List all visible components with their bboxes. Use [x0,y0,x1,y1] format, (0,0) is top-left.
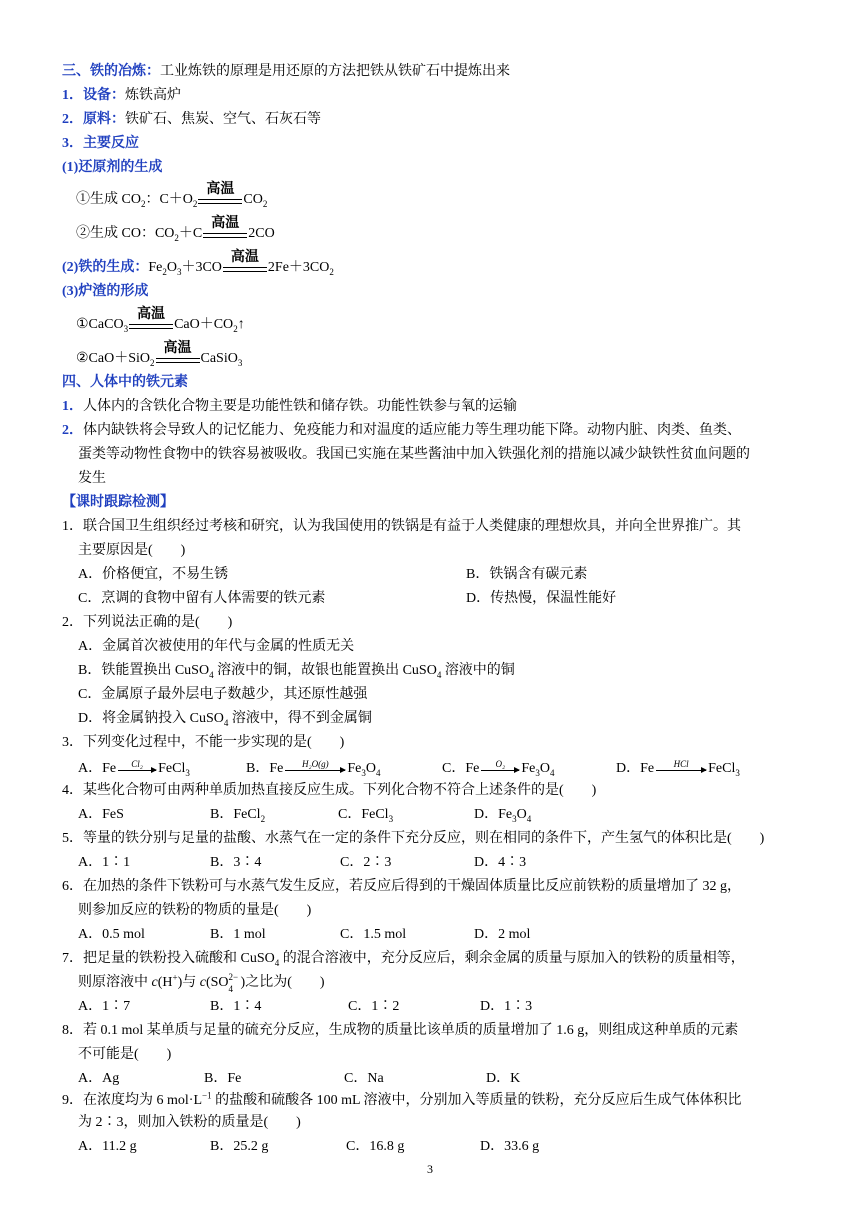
point-number: 1． [62,399,83,414]
q2-option-c[interactable]: C．金属原子最外层电子数越少，其还原性越强 [78,687,368,702]
superscript: + [172,972,178,983]
condition-high-temp [198,182,242,210]
q2-option-d[interactable] [78,709,372,729]
q4-option-c[interactable] [338,805,393,825]
eq-text: 2CO [248,226,275,242]
subscript: 2 [150,358,155,369]
q5-option-c[interactable]: C．2∶3 [340,855,392,870]
q5-option-b[interactable]: B．3∶4 [210,855,262,870]
raw-materials-label: 2．原料： [62,112,125,127]
q4-stem: 4．某些化合物可由两种单质加热直接反应生成。下列化合物不符合上述条件的是( ) [62,783,597,798]
q1-stem: 1．联合国卫生组织经过考核和研究，认为我国使用的铁锅是有益于人类健康的理想炊具，并向全世界推广。其 [62,519,741,534]
subscript: 2 [140,199,146,210]
subscript: 3 [123,324,129,335]
q1-option-c[interactable]: C．烹调的食物中留有人体需要的铁元素 [78,591,326,606]
option-text: 溶液中，得不到金属铜 [228,711,372,726]
section4-point2 [62,421,741,441]
subscript: 4 [274,957,280,968]
eq-text: ＋C [178,226,203,242]
iron-formation-label: (2)铁的生成： [62,260,149,276]
subscript: 2 [174,233,179,244]
equation-co2 [76,182,268,210]
stem-text: (H [157,975,173,990]
q7-stem [62,949,745,969]
section3-title: 三、铁的冶炼： [62,64,160,79]
equals-bar [198,199,242,204]
condition-high-temp [203,216,247,244]
q8-option-d[interactable]: D．K [486,1071,521,1086]
stem-text: 的混合溶液中，充分反应后，剩余金属的质量与原加入的铁粉的质量相等， [279,951,745,966]
q6-stem: 6．在加热的条件下铁粉可与水蒸气发生反应，若反应后得到的干燥固体质量比反应前铁粉的质量增加了 32 g， [62,879,741,894]
q9-option-b[interactable]: B．25.2 g [210,1139,269,1154]
subscript: 4 [223,717,229,728]
subscript: 4 [436,669,442,680]
arrow-shaft [118,770,156,771]
q3-option-c[interactable] [442,759,554,779]
subscript: 2 [260,813,266,824]
q1-option-d[interactable]: D．传热慢，保温性能好 [466,591,617,606]
q5-option-a[interactable]: A．1∶1 [78,855,131,870]
section3-intro: 工业炼铁的原理是用还原的方法把铁从铁矿石中提炼出来 [160,64,510,79]
section4-point2-line3: 发生 [78,471,106,486]
stem-text: 9．在浓度均为 6 mol·L [62,1093,202,1108]
q8-option-a[interactable]: A．Ag [78,1071,120,1086]
q7-option-b[interactable]: B．1∶4 [210,999,262,1014]
page-number: 3 [427,1162,433,1176]
stem-text: 7．把足量的铁粉投入硫酸和 CuSO [62,951,275,966]
equation-co [76,216,275,244]
section4-title: 四、人体中的铁元素 [62,375,188,390]
equipment-text: 炼铁高炉 [125,88,181,103]
equation-caco3 [76,307,245,335]
section4-point2-line2: 蛋类等动物性食物中的铁容易被吸收。我国已实施在某些酱油中加入铁强化剂的措施以减少缺铁性贫血问题的 [78,447,750,462]
option-text: 溶液中的铜，故银也能置换出 CuSO [213,663,437,678]
eq-text: Fe [148,260,163,276]
subscript: 2 [329,267,334,278]
option-text: Fe [347,761,362,776]
stem-text: 的盐酸和硫酸各 100 mL 溶液中，分别加入等质量的铁粉，充分反应后生成气体体积比 [211,1093,742,1108]
equation-casio3 [76,341,243,369]
superscript: −1 [202,1090,212,1101]
superscript: 2− [228,971,239,982]
option-text: C．FeCl [338,807,389,822]
q5-stem: 5．等量的铁分别与足量的盐酸、水蒸气在一定的条件下充分反应，则在相同的条件下，产生氢气的体积比是( ) [62,831,765,846]
q9-stem-line2: 为 2∶3，则加入铁粉的质量是( ) [78,1115,301,1130]
eq-text: ②CaO＋SiO [76,351,150,367]
option-text: O [539,761,550,776]
stem-text: (SO [205,975,229,990]
arrow-label: Cl₂ [131,759,143,770]
raw-materials-text: 铁矿石、焦炭、空气、石灰石等 [125,112,321,127]
q9-option-a[interactable]: A．11.2 g [78,1139,137,1154]
raw-materials-line [62,110,321,130]
condition-label: 高温 [163,341,192,356]
q3-option-b[interactable] [246,759,380,779]
equipment-line [62,86,181,106]
gas-arrow: ↑ [237,317,245,333]
ion-charge [228,971,241,994]
option-text: 溶液中的铜 [441,663,515,678]
equals-bar [129,324,173,329]
condition-label: 高温 [206,182,235,197]
reaction-arrow [656,759,706,771]
eq-text: ①CaCO [76,317,124,333]
subscript: 3 [512,813,517,824]
eq-text: ：C＋O [145,192,193,208]
subscript: 4 [549,767,555,778]
reaction-arrow [481,759,519,771]
option-text: D．将金属钠投入 CuSO [78,711,224,726]
q1-option-a[interactable]: A．价格便宜，不易生锈 [78,567,229,582]
section4-point1 [62,397,517,417]
subscript: 3 [361,767,366,778]
subscript: 2 [262,199,268,210]
q5-option-d[interactable]: D．4∶3 [474,855,527,870]
option-text: FeCl [158,761,186,776]
equals-bar [223,267,267,272]
q7-stem-line2 [78,973,325,993]
q9-stem [62,1091,742,1111]
condition-label: 高温 [230,250,259,265]
option-text: B．FeCl [210,807,261,822]
stem-text: 则原溶液中 [78,975,152,990]
q8-stem-line2: 不可能是( ) [78,1047,172,1062]
q1-option-b[interactable]: B．铁锅含有碳元素 [466,567,588,582]
condition-high-temp [223,250,267,278]
equals-bar [203,233,247,238]
condition-label: 高温 [137,307,166,322]
subscript: 4 [526,813,532,824]
option-text: A．Fe [78,761,117,776]
q9-option-d[interactable]: D．33.6 g [480,1139,540,1154]
q7-option-c[interactable]: C．1∶2 [348,999,400,1014]
concentration-symbol: c [151,975,158,990]
point-text: 人体内的含铁化合物主要是功能性铁和储存铁。功能性铁参与氧的运输 [83,399,517,414]
section3-heading [62,62,510,82]
subscript: 4 [375,767,381,778]
arrow-shaft [656,770,706,771]
eq-text: ①生成 CO [76,192,141,208]
reaction-arrow [118,759,156,771]
q7-option-a[interactable]: A．1∶7 [78,999,131,1014]
eq-text: ②生成 CO：CO [76,226,175,242]
option-text: C．Fe [442,761,480,776]
q8-option-c[interactable]: C．Na [344,1071,384,1086]
q2-option-a[interactable]: A．金属首次被使用的年代与金属的性质无关 [78,639,355,654]
condition-high-temp [156,341,200,369]
eq-text: CaO＋CO [174,317,234,333]
equipment-label: 1．设备： [62,88,125,103]
concentration-symbol: c [199,975,206,990]
q7-option-d[interactable]: D．1∶3 [480,999,533,1014]
subscript: 3 [237,358,243,369]
condition-label: 高温 [211,216,240,231]
q3-stem: 3．下列变化过程中，不能一步实现的是( ) [62,735,345,750]
reductant-subheading: (1)还原剂的生成 [62,160,163,175]
subscript: 3 [185,767,190,778]
option-text: D．Fe [474,807,513,822]
arrow-label: HCl [673,759,689,770]
main-reactions-heading: 3．主要反应 [62,136,139,151]
q2-option-b[interactable] [78,661,515,681]
equation-iron [62,250,334,278]
q4-option-b[interactable] [210,805,265,825]
q6-option-c[interactable]: C．1.5 mol [340,927,407,942]
subscript: 3 [535,767,540,778]
option-text: O [365,761,376,776]
q4-option-d[interactable] [474,805,531,825]
subscript: 3 [176,267,182,278]
eq-text: CaSiO [200,351,238,367]
subscript: 2 [162,267,167,278]
arrow-shaft [481,770,519,771]
point-number: 2． [62,423,83,438]
arrow-label: H₂O(g) [302,759,329,770]
q9-option-c[interactable]: C．16.8 g [346,1139,405,1154]
q8-stem: 8．若 0.1 mol 某单质与足量的硫充分反应，生成物的质量比该单质的质量增加了 1.6 g，则组成这种单质的元素 [62,1023,739,1038]
eq-text: 2Fe＋3CO [267,260,330,276]
q3-option-d[interactable] [616,759,740,779]
option-text: B．铁能置换出 CuSO [78,663,210,678]
q8-option-b[interactable]: B．Fe [204,1071,242,1086]
point-text: 体内缺铁将会导致人的记忆能力、免疫能力和对温度的适应能力等生理功能下降。动物内脏、肉类、鱼类、 [83,423,741,438]
option-text: D．Fe [616,761,655,776]
subscript: 4 [209,669,214,680]
option-text: FeCl [708,761,736,776]
q4-option-a[interactable]: A．FeS [78,807,124,822]
reaction-arrow [285,759,345,771]
equals-bar [156,358,200,363]
slag-subheading: (3)炉渣的形成 [62,284,149,299]
q3-option-a[interactable] [78,759,190,779]
option-text: Fe [521,761,536,776]
q6-option-d[interactable]: D．2 mol [474,927,531,942]
option-text: O [516,807,527,822]
q1-stem-line2: 主要原因是( ) [78,543,186,558]
arrow-shaft [285,770,345,771]
stem-text: )与 [177,975,200,990]
q2-stem: 2．下列说法正确的是( ) [62,615,233,630]
condition-high-temp [129,307,173,335]
subscript: 3 [388,813,394,824]
q6-option-a[interactable]: A．0.5 mol [78,927,145,942]
q6-stem-line2: 则参加反应的铁粉的物质的量是( ) [78,903,312,918]
subscript: 2 [192,199,198,210]
eq-text: O [166,260,177,276]
q6-option-b[interactable]: B．1 mol [210,927,266,942]
eq-text: CO [243,192,263,208]
subscript: 3 [735,767,740,778]
stem-text: )之比为( ) [240,975,325,990]
subscript: 4 [228,983,234,994]
subscript: 2 [233,324,238,335]
arrow-label: O₂ [495,759,506,770]
option-text: B．Fe [246,761,284,776]
exam-title: 【课时跟踪检测】 [62,495,174,510]
eq-text: ＋3CO [181,260,222,276]
